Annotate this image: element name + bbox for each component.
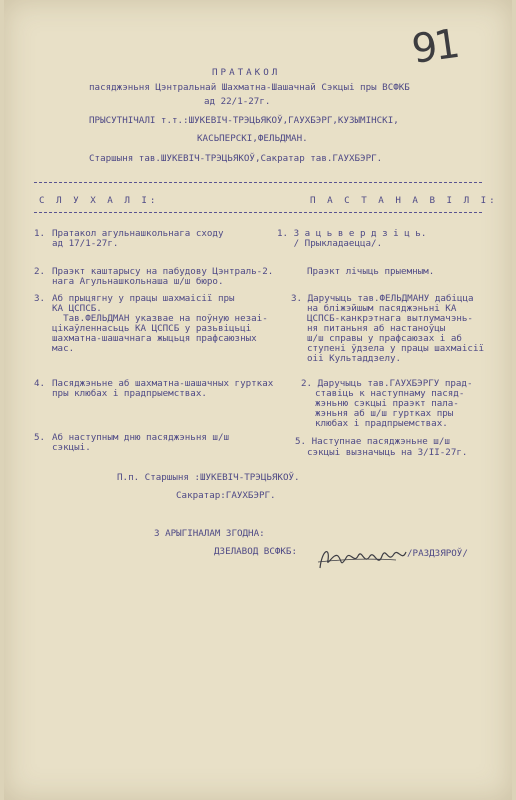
item-decided-line: 3. Даручыць тав.ФЕЛЬДМАНУ дабіцца [291,293,474,304]
item-decided-line: сэкцыі вызначыць на 3/ІІ-27г. [307,447,468,458]
chair-signature-line: П.п. Старшыня :ШУКЕВІЧ-ТРЭЦЬЯКОЎ. [117,472,300,483]
item-decided-line: ш/ш справы у прафсаюзах і аб [307,333,462,344]
item-decided-line: 5. Наступнае пасяджэньне ш/ш [295,436,450,447]
chair-secretary-line: Старшыня тав.ШУКЕВІЧ-ТРЭЦЬЯКОЎ,Сакратар тав.ГАУХБЭРГ. [89,153,383,164]
office-label: ДЗЕЛАВОД ВСФКБ: [214,546,297,557]
item-decided-line: оіі Культаддзелу. [307,353,402,364]
item-number: 2. [34,266,46,277]
item-decided-line: ступені ўдзела у працы шахмаісії [307,343,485,354]
item-decided-line: на бліжэйшым пасяджэньні КА [307,303,457,314]
handwritten-signature [316,542,408,574]
item-decided-line: / Прыкладаецца/. [277,238,383,249]
item-decided-line: ЦСПСБ-канкрэтнага вытлумачэнь- [307,313,473,324]
document-date: ад 22/1-27г. [204,96,271,107]
item-decided-line: 2. Даручыць тав.ГАУХБЭРГУ прад- [301,378,473,389]
attendance-line-1: ПРЫСУТНІЧАЛІ т.т.:ШУКЕВІЧ-ТРЭЦЬЯКОЎ,ГАУХБЭРГ,КУЗЫМІНСКІ, [89,115,399,126]
item-heard-line: Пасяджэньне аб шахматна-шашачных гуртках [52,378,274,389]
item-decided-line: жэньня аб ш/ш гуртках пры [315,408,454,419]
item-heard-line: сэкцыі. [52,442,91,453]
divider-bottom [34,212,482,213]
attendance-line-2: КАСЬПЕРСКІ,ФЕЛЬДМАН. [197,133,308,144]
item-decided-line: Праэкт лічыць прыемным. [307,266,435,277]
divider-top [34,182,482,183]
item-decided-line: ставіць к наступнаму пасяд- [315,388,465,399]
item-heard-line: пры клюбах і прадпрыемствах. [52,388,207,399]
secretary-signature-line: Сакратар:ГАУХБЭРГ. [176,490,276,501]
item-number: 3. [34,293,46,304]
item-heard-line: Аб наступным дню пасяджэньня ш/ш [52,432,230,443]
document-subtitle: пасяджэньня Цэнтральнай Шахматна-Шашачнай Сэкцыі пры ВСФКБ [89,82,410,93]
item-decided-line: 1. З а ц ь в е р д з і ц ь. [277,228,427,239]
item-number: 1. [34,228,46,239]
item-heard-line: Аб прыцягну у працы шахмаісії пры [52,293,235,304]
item-number: 5. [34,432,46,443]
certification-line: З АРЫГІНАЛАМ ЗГОДНА: [154,528,265,539]
item-decided-line: ня питаньня аб настаноўцы [307,323,446,334]
item-heard-line: шахматна-шашачнага жыцьця прафсаюзных [52,333,257,344]
item-heard-line: мас. [52,343,75,354]
folio-number: 91 [409,21,460,73]
item-number: 4. [34,378,46,389]
decided-header: П А С Т А Н А В І Л І: [310,195,498,206]
document-title: ПРАТАКОЛ [212,67,281,78]
item-decided-line: жэньню сэкцыі праэкт пала- [315,398,459,409]
item-heard-line: КА ЦСПСБ. [52,303,102,314]
item-heard-line: цікаўленнасьць КА ЦСПСБ у разьвіцьці [52,323,252,334]
item-heard-line: Праэкт каштарысу на пабудову Цэнтраль-2. [52,266,274,277]
item-heard-line: нага Агульнашкольнаша ш/ш бюро. [52,276,224,287]
document-page [4,0,512,800]
item-heard-line: ад 17/1-27г. [52,238,119,249]
item-heard-line: Пратакол агульнашкольнага сходу [52,228,224,239]
item-decided-line: клюбах і прадпрыемствах. [315,418,448,429]
signer-name: /РАЗДЗЯРОЎ/ [407,548,468,559]
item-heard-line: Тав.ФЕЛЬДМАН указвае на поўную незаі- [52,313,268,324]
heard-header: С Л У Х А Л І: [39,195,159,206]
